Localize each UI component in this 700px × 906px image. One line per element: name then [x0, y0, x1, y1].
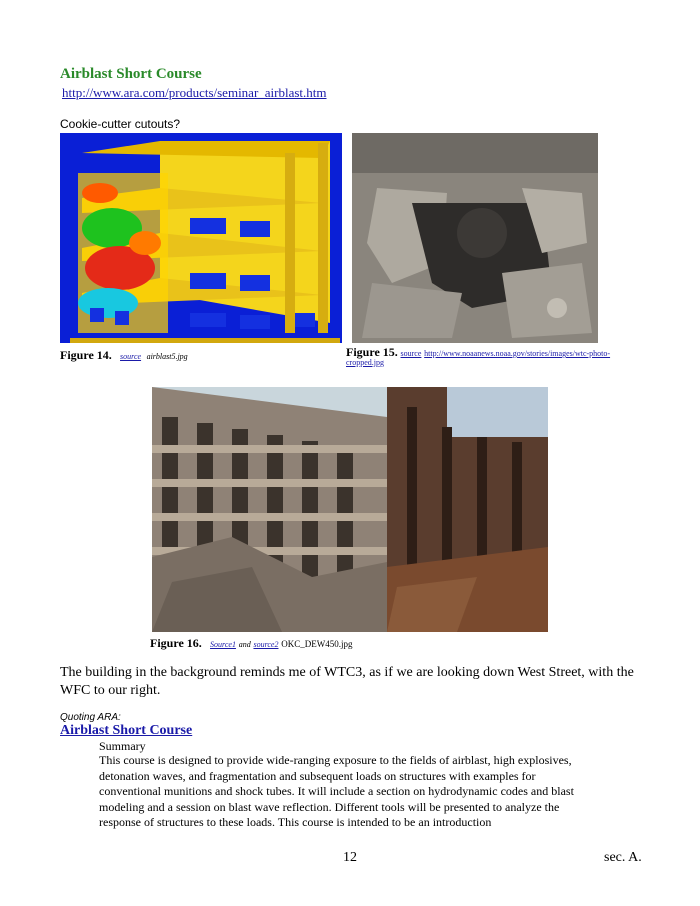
figure-16-source2-link[interactable]: source2: [253, 640, 279, 649]
intro-text: Cookie-cutter cutouts?: [60, 117, 181, 131]
figure-14-filename: airblast5.jpg: [146, 352, 188, 361]
course-link[interactable]: http://www.ara.com/products/seminar_airblast.htm: [62, 85, 327, 100]
figure-14-label: Figure 14.: [60, 348, 112, 362]
figure-16-and: and: [238, 640, 251, 649]
figure-16-label: Figure 16.: [150, 636, 202, 650]
section-label: sec. A.: [604, 850, 642, 865]
figure-15-caption: [346, 345, 631, 367]
figure-16-left-image: [152, 387, 387, 632]
summary-body: This course is designed to provide wide-ranging exposure to the fields of airblast, high explosives, detonation waves, and fragmentation and subsequent loads on structures with examples for conventional munitions and shock tubes. It will include a section on hydrodynamic codes and blast modeling and a session on blast wave reflection. Different tools will be presented to analyze the response of structures to these loads. This course is intended to be an introduction: [99, 753, 574, 830]
figure-14-image: [60, 133, 342, 343]
page-number: 12: [343, 850, 357, 865]
quote-title-link[interactable]: Airblast Short Course: [60, 723, 193, 738]
figure-15-image: [352, 133, 598, 343]
section-title: Airblast Short Course: [60, 66, 202, 82]
figure-15-label: Figure 15.: [346, 345, 398, 359]
figure-16-right-image: [387, 387, 548, 632]
figure-14-caption: [60, 348, 188, 363]
figure-15-url-link[interactable]: http://www.noaanews.noaa.gov/stories/images/wtc-photo-cropped.jpg: [346, 349, 611, 367]
figure-14-source-link[interactable]: source: [120, 352, 142, 361]
figure-15-source-link[interactable]: source: [400, 349, 422, 358]
figure-16-caption: [150, 636, 352, 651]
summary-heading: Summary: [99, 739, 146, 753]
figure-16-source1-link[interactable]: Source1: [210, 640, 236, 649]
commentary-paragraph: The building in the background reminds me of WTC3, as if we are looking down West Street, with the WFC to our right.: [60, 665, 634, 698]
figure-16-filename: OKC_DEW450.jpg: [281, 639, 353, 649]
quoting-label: Quoting ARA:: [60, 712, 121, 723]
